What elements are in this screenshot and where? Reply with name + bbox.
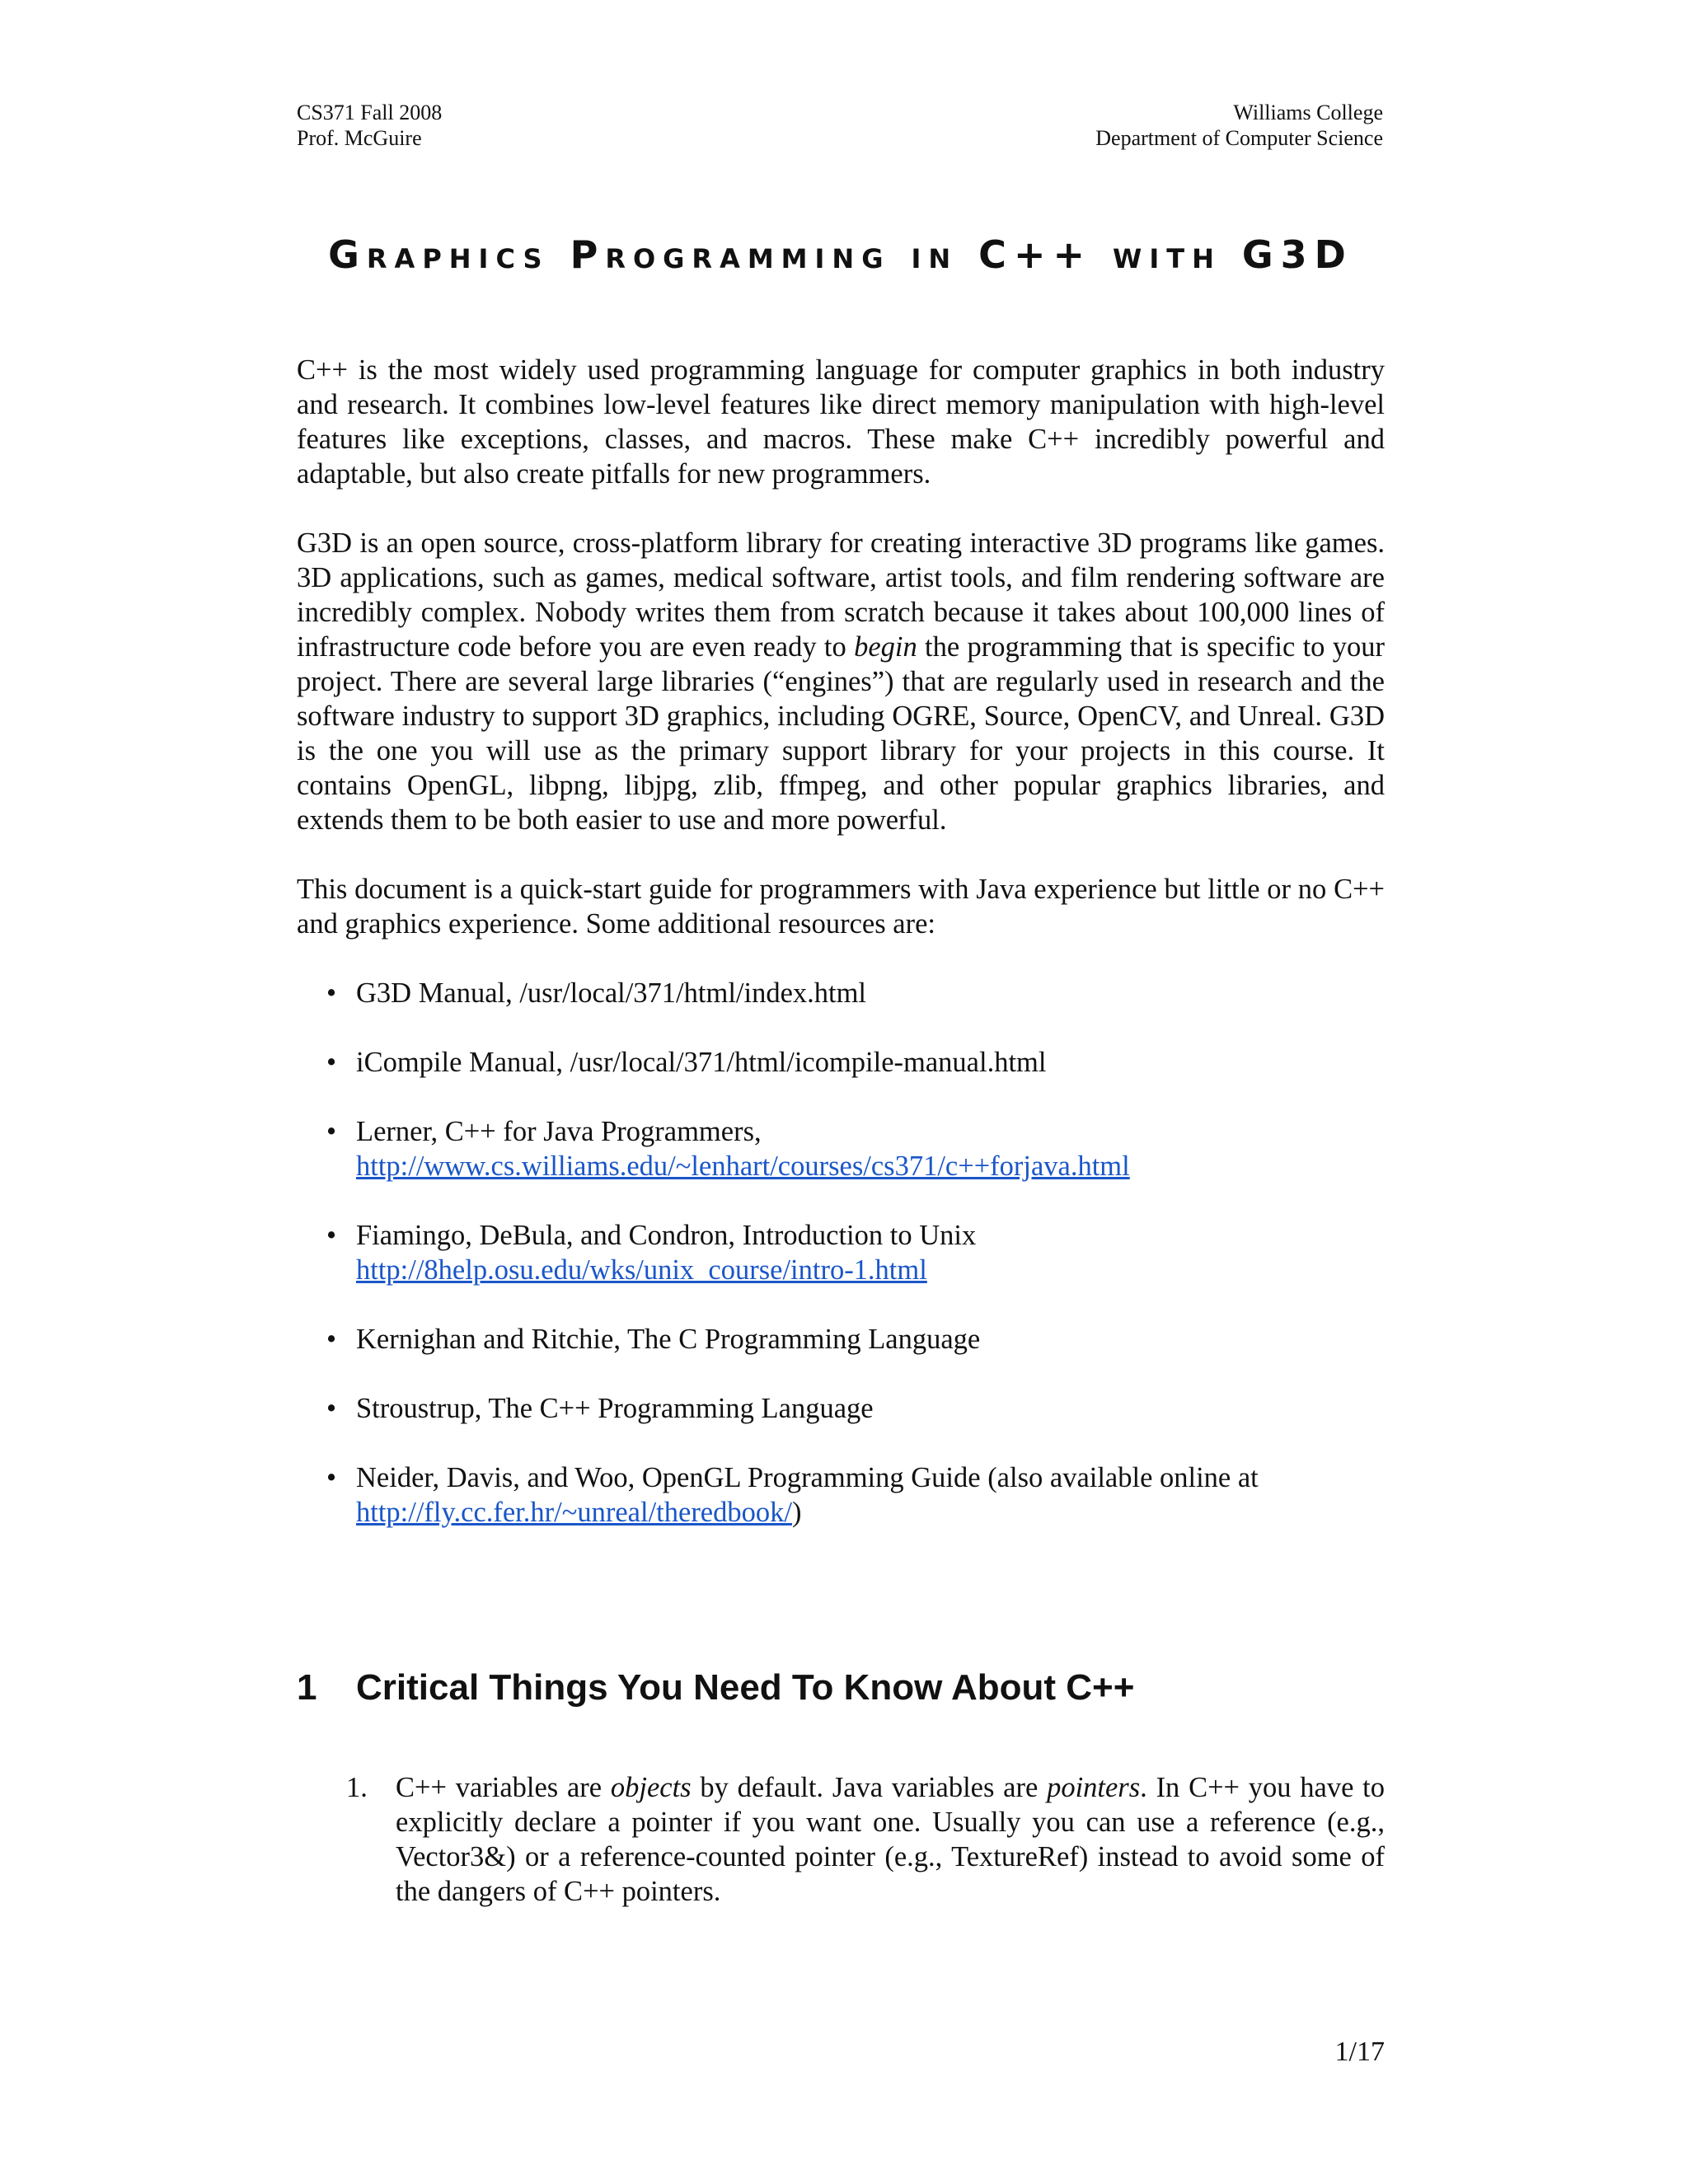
resource-list [297,976,1385,1530]
resource-text: Kernighan and Ritchie, The C Programming Language [356,1324,981,1355]
paragraph-g3d-part1: G3D is an open source, cross-platform library for creating interactive 3D programs like games. 3D applications, such as games, medical software, artist tools, and film rendering software are incredibly complex. Nobody writes them from scratch because it takes about 100,000 lines of infrastructure code before you are even ready to [297,527,1385,663]
bullet-icon: • [326,1047,337,1078]
resource-text: Stroustrup, The C++ Programming Language [356,1393,874,1424]
bullet-icon: • [326,1116,337,1147]
resource-item [297,1045,1385,1080]
numbered-item [346,1770,1385,1909]
page-number: 1/17 [1334,2036,1385,2067]
section-number: 1 [297,1667,317,1708]
header-right [1095,100,1383,151]
resource-item [297,1391,1385,1426]
resource-item [297,1322,1385,1357]
paragraph-g3d-emphasis: begin [854,631,917,663]
paragraph-guide: This document is a quick-start guide for programmers with Java experience but little or no C++ and graphics experience. Some additional resources are: [297,874,1385,940]
resource-item [297,976,1385,1010]
professor-label: Prof. McGuire [297,126,422,150]
body-text [297,353,1385,1564]
resource-item [297,1114,1385,1183]
resource-link-cpp-for-java[interactable]: http://www.cs.williams.edu/~lenhart/courses/cs371/c++forjava.html [356,1151,1130,1182]
item-text-part1: C++ variables are [396,1772,611,1803]
paragraph-intro: C++ is the most widely used programming language for computer graphics in both industry and research. It combines low-level features like direct memory manipulation with high-level features like exceptions, classes, and macros. These make C++ incredibly powerful and adaptable, but also create pitfalls for new programmers. [297,354,1385,490]
resource-link-redbook[interactable]: http://fly.cc.fer.hr/~unreal/theredbook/ [356,1497,792,1528]
item-text-part3: . In C++ you have to explicitly declare a pointer if you want one. Usually you can use a reference (e.g., Vector3&) or a reference-counted pointer (e.g., TextureRef) instead to avoid some of the dangers of C++ pointers. [396,1772,1386,1907]
header-left [297,100,442,151]
document-title: Graphics Programming in C++ with G3D [328,232,1353,277]
resource-text: G3D Manual, /usr/local/371/html/index.html [356,977,867,1009]
section-title: Critical Things You Need To Know About C++ [356,1667,1135,1708]
resource-text: iCompile Manual, /usr/local/371/html/icompile-manual.html [356,1047,1047,1078]
bullet-icon: • [326,1324,337,1355]
numbered-list [346,1770,1385,1909]
item-emphasis-objects: objects [610,1772,692,1803]
bullet-icon: • [326,977,337,1009]
item-emphasis-pointers: pointers [1047,1772,1141,1803]
item-number: 1. [346,1772,368,1803]
course-label: CS371 Fall 2008 [297,101,443,124]
paragraph-g3d-part2: the programming that is specific to your project. There are several large libraries (“engines”) that are regularly used in research and the software industry to support 3D graphics, including OGRE, Source, OpenCV, and Unreal. G3D is the one you will use as the primary support library for your projects in this course. It contains OpenGL, libpng, libjpg, zlib, ffmpeg, and other popular graphics libraries, and extends them to be both easier to use and more powerful. [297,631,1385,836]
bullet-icon: • [326,1462,337,1493]
resource-item [297,1218,1385,1287]
item-text-part2: by default. Java variables are [691,1772,1048,1803]
paragraph-g3d [297,526,1385,837]
department-label: Department of Computer Science [1095,126,1383,150]
resource-text: Fiamingo, DeBula, and Condron, Introduction to Unix [356,1220,977,1251]
resource-link-unix-intro[interactable]: http://8help.osu.edu/wks/unix_course/intro-1.html [356,1254,927,1286]
resource-item [297,1460,1385,1530]
resource-suffix: ) [791,1497,802,1528]
resource-text: Neider, Davis, and Woo, OpenGL Programming Guide (also available online at [356,1462,1259,1493]
resource-text: Lerner, C++ for Java Programmers, [356,1116,762,1147]
college-label: Williams College [1233,101,1383,124]
bullet-icon: • [326,1220,337,1251]
section-heading [297,1667,1385,1708]
bullet-icon: • [326,1393,337,1424]
